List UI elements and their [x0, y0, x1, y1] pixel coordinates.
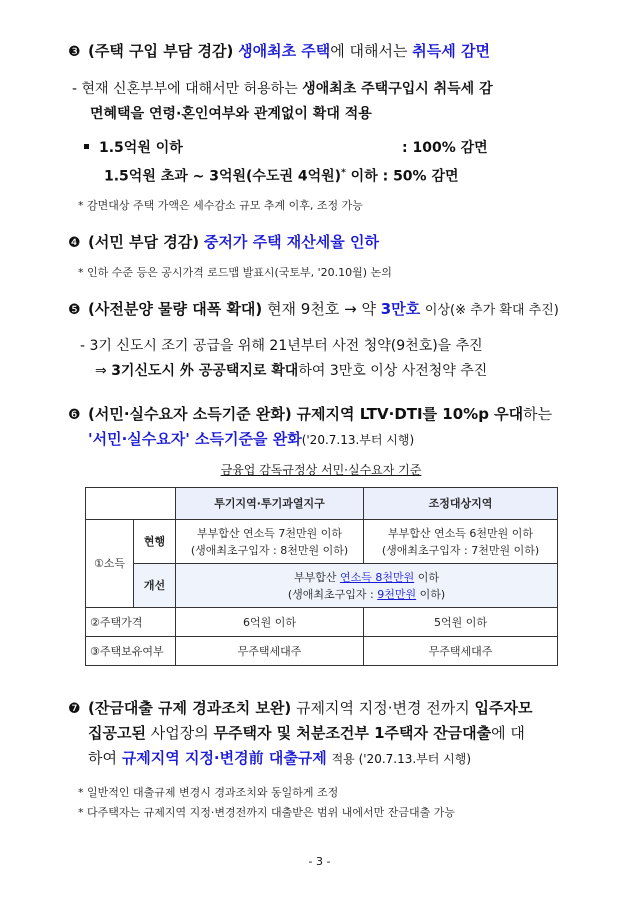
section-6-heading: [68, 403, 552, 426]
row-label-current: 현행: [134, 520, 176, 564]
section-7-bullet: ❼: [68, 701, 81, 717]
cell-current-speculative: [176, 520, 364, 564]
section-3-rate-row-1: [84, 137, 183, 159]
rate-row-2-right: 이하 : 50% 감면: [350, 168, 459, 185]
cell-sub: [176, 586, 557, 603]
section-7-line-2-bold2: 무주택자 및 처분조건부 1주택자 잔금대출: [213, 724, 492, 742]
section-3-mid: 에 대해서는: [330, 42, 408, 60]
section-3-detail-line-1: [72, 78, 493, 100]
improved-sub-pre: (생애최초구입자 :: [287, 587, 374, 601]
section-4-label: (서민 부담 경감): [88, 233, 200, 251]
cell-own-adjusted: 무주택세대주: [364, 637, 558, 666]
row-label-improved: 개선: [134, 564, 176, 608]
section-5-heading: [68, 298, 559, 322]
section-5-detail-2: [95, 360, 487, 382]
table-caption: 금융업 감독규정상 서민·실수요자 기준: [220, 463, 422, 477]
improved-sub-post: 이하): [419, 587, 446, 601]
section-4-note: * 인하 수준 등은 공시가격 로드맵 발표시(국토부, '20.10월) 논의: [78, 266, 392, 279]
improved-main-pre: 부부합산: [293, 570, 337, 584]
rate-row-1-left: 1.5억원 이하: [99, 140, 183, 156]
section-4-bullet: ❹: [68, 235, 81, 251]
cell-main: 부부합산 연소득 7천만원 이하: [197, 526, 342, 540]
cell-price-speculative: 6억원 이하: [176, 608, 364, 637]
row-label-price: ②주택가격: [86, 608, 176, 637]
section-3-heading: [68, 40, 490, 63]
section-7-note-1: * 일반적인 대출규제 변경시 경과조치와 동일하게 조정: [78, 786, 339, 799]
page-number: - 3 -: [308, 855, 331, 868]
section-7-line-3-post: 적용 ('20.7.13.부터 시행): [331, 752, 472, 766]
cell-improved: [176, 564, 558, 608]
table-corner-cell: [86, 488, 176, 520]
rate-row-1-right: : 100% 감면: [402, 140, 488, 156]
section-3-effect: 취득세 감면: [412, 42, 490, 60]
section-6-label: (서민·실수요자 소득기준 완화): [88, 405, 292, 423]
improved-main-highlight: 연소득 8천만원: [339, 570, 415, 584]
section-3-detail-pre: - 현재 신혼부부에 대해서만 허용하는: [72, 81, 298, 97]
section-6-line-2-post: ('20.7.13.부터 시행): [301, 433, 415, 447]
section-6-line-2: [88, 428, 414, 451]
section-5-pre: 현재 9천호 → 약: [267, 300, 376, 318]
square-bullet-icon: [84, 144, 89, 149]
section-7-line-3: [88, 747, 471, 770]
section-5-detail-1: - 3기 신도시 조기 공급을 위해 21년부터 사전 청약(9천호)을 추진: [80, 338, 483, 354]
section-3-bullet: ❸: [68, 44, 81, 60]
cell-main: [176, 569, 557, 586]
cell-sub: (생애최초구입자 : 8천만원 이하): [190, 543, 349, 557]
section-7-line-2-bold: 집공고된: [88, 724, 146, 742]
table-row: [86, 520, 558, 564]
section-3-detail-line-2: 면혜택을 연령·혼인여부와 관계없이 확대 적용: [90, 106, 372, 122]
rate-row-2-left: 1.5억원 초과 ~ 3억원(수도권 4억원): [104, 168, 342, 185]
section-5-num: 3만호: [380, 300, 421, 318]
section-7-line-2-post: 에 대: [491, 724, 525, 742]
section-4-heading: [68, 231, 379, 254]
section-7-note-2: * 다주택자는 규제지역 지정·변경전까지 대출받은 범위 내에서만 잔금대출 가능: [78, 806, 455, 819]
row-label-income: ①소득: [86, 520, 134, 608]
rate-row-2-sup: *: [341, 168, 346, 178]
cell-main: 부부합산 연소득 6천만원 이하: [388, 526, 533, 540]
section-4-effect: 중저가 주택 재산세율 인하: [203, 233, 379, 251]
table-row: [86, 608, 558, 637]
cell-price-adjusted: 5억원 이하: [364, 608, 558, 637]
section-6-line-2-blue: '서민·실수요자' 소득기준을 완화: [88, 430, 302, 448]
arrow-right-icon: ⇒: [95, 363, 107, 379]
table-row: [86, 564, 558, 608]
improved-sub-highlight: 9천만원: [377, 587, 417, 601]
section-7-line-3-pre: 하여: [88, 749, 117, 767]
section-3-label: (주택 구입 부담 경감): [88, 42, 234, 60]
section-7-line-1-mid: 규제지역 지정·변경 전까지: [296, 699, 470, 717]
section-7-heading: [68, 697, 533, 720]
cell-sub: (생애최초구입자 : 7천만원 이하): [381, 543, 540, 557]
cell-current-adjusted: [364, 520, 558, 564]
section-5-post: 이상(※ 추가 확대 추진): [424, 303, 559, 318]
section-5-detail-2-post: 하여 3만호 이상 사전청약 추진: [298, 363, 488, 379]
table-row: [86, 637, 558, 666]
table-header-row: [86, 488, 558, 520]
header-adjusted-zone: 조정대상지역: [364, 488, 558, 520]
section-7-line-2: [88, 722, 525, 744]
header-speculative-zone: 투기지역·투기과열지구: [176, 488, 364, 520]
section-7-line-3-blue: 규제지역 지정·변경前 대출규제: [121, 749, 327, 767]
improved-main-post: 이하: [417, 570, 440, 584]
section-6-bullet: ❻: [68, 407, 81, 423]
section-6-line-1-bold: 규제지역 LTV·DTI를 10%p 우대: [296, 405, 524, 423]
section-7-line-1-bold: 입주자모: [474, 699, 533, 717]
section-5-label: (사전분양 물량 대폭 확대): [88, 300, 263, 318]
section-3-note: * 감면대상 주택 가액은 세수감소 규모 추계 이후, 조정 가능: [78, 199, 363, 212]
section-7-line-2-mid: 사업장의: [150, 724, 209, 742]
section-6-line-1-post: 하는: [523, 405, 553, 423]
row-label-ownership: ③주택보유여부: [86, 637, 176, 666]
cell-own-speculative: 무주택세대주: [176, 637, 364, 666]
borrower-criteria-table: [85, 487, 558, 666]
section-3-detail-bold-1: 생애최초 주택구입시 취득세 감: [302, 81, 493, 97]
section-5-detail-2-bold: 3기신도시 外 공공택지로 확대: [111, 363, 299, 379]
section-3-rate-row-2: [104, 162, 459, 188]
section-7-label: (잔금대출 규제 경과조치 보완): [88, 699, 292, 717]
section-3-target: 생애최초 주택: [238, 42, 331, 60]
section-5-bullet: ❺: [68, 302, 81, 318]
